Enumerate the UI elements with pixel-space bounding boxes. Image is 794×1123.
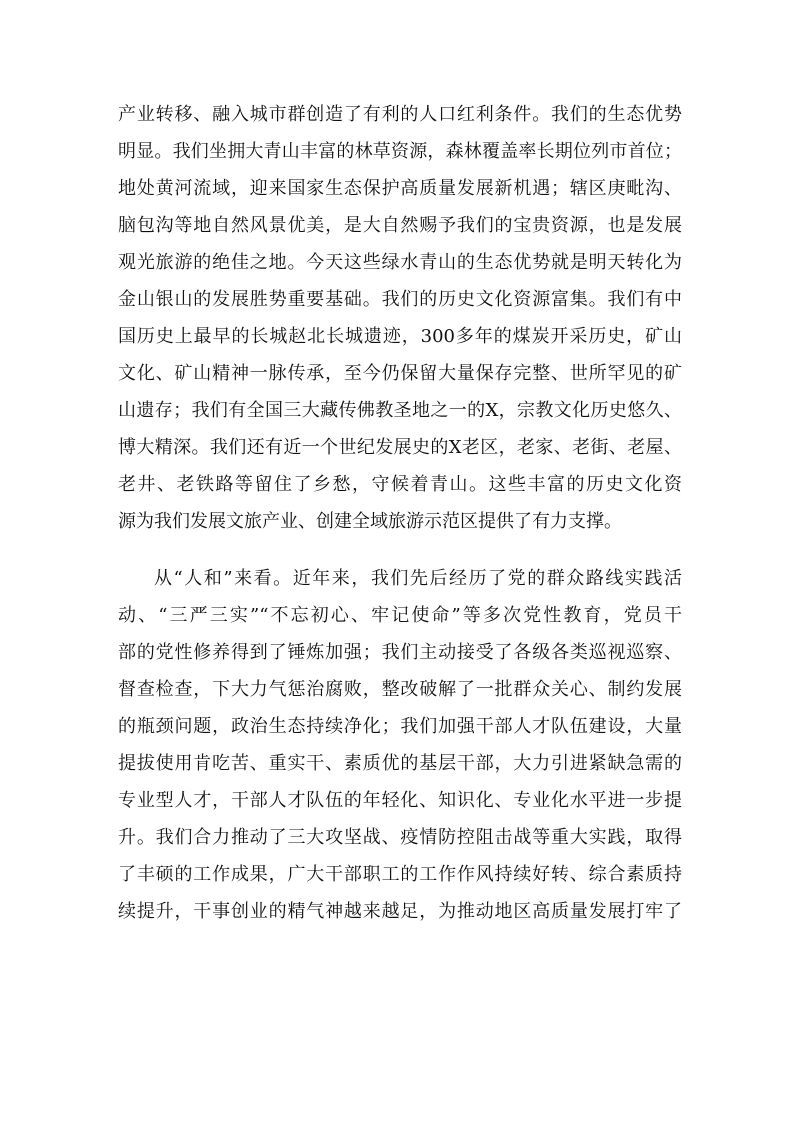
- text-line: 文化、矿山精神一脉传承，至今仍保留大量保存完整、世所罕见的矿: [118, 363, 682, 384]
- paragraph-renhe: [118, 560, 682, 930]
- text-line: 明显。我们坐拥大青山丰富的林草资源，森林覆盖率长期位列市首位；: [118, 141, 682, 162]
- text-line: 观光旅游的绝佳之地。今天这些绿水青山的生态优势就是明天转化为: [118, 252, 682, 273]
- text-line: 老井、老铁路等留住了乡愁，守候着青山。这些丰富的历史文化资: [118, 474, 682, 495]
- text-line: 产业转移、融入城市群创造了有利的人口红利条件。我们的生态优势: [118, 104, 682, 125]
- text-line: 山遗存；我们有全国三大藏传佛教圣地之一的X，宗教文化历史悠久、: [118, 400, 682, 421]
- text-line: 升。我们合力推动了三大攻坚战、疫情防控阻击战等重大实践，取得: [118, 827, 682, 848]
- paragraph-spacer: [118, 540, 682, 560]
- text-line: 续提升，干事创业的精气神越来越足，为推动地区高质量发展打牢了: [118, 901, 682, 922]
- text-line: 国历史上最早的长城赵北长城遗迹，300多年的煤炭开采历史，矿山: [118, 326, 682, 347]
- text-line: 博大精深。我们还有近一个世纪发展史的X老区，老家、老街、老屋、: [118, 437, 682, 458]
- document-page: [118, 96, 682, 930]
- text-line: 源为我们发展文旅产业、创建全域旅游示范区提供了有力支撑。: [118, 511, 622, 532]
- text-line: 脑包沟等地自然风景优美，是大自然赐予我们的宝贵资源，也是发展: [118, 215, 682, 236]
- text-line: 动、“三严三实”“不忘初心、牢记使命”等多次党性教育，党员干: [118, 605, 682, 626]
- text-line: 地处黄河流域，迎来国家生态保护高质量发展新机遇；辖区庚毗沟、: [118, 178, 682, 199]
- text-line: 部的党性修养得到了锤炼加强；我们主动接受了各级各类巡视巡察、: [118, 642, 682, 663]
- text-line: 提拔使用肯吃苦、重实干、素质优的基层干部，大力引进紧缺急需的: [118, 753, 682, 774]
- text-line: 督查检查，下大力气惩治腐败，整改破解了一批群众关心、制约发展: [118, 679, 682, 700]
- text-line: 的瓶颈问题，政治生态持续净化；我们加强干部人才队伍建设，大量: [118, 716, 682, 737]
- paragraph-resources: [118, 96, 682, 540]
- text-line: 了丰硕的工作成果，广大干部职工的工作作风持续好转、综合素质持: [118, 864, 682, 885]
- text-line: 从“人和”来看。近年来，我们先后经历了党的群众路线实践活: [154, 568, 682, 589]
- text-line: 专业型人才，干部人才队伍的年轻化、知识化、专业化水平进一步提: [118, 790, 682, 811]
- text-line: 金山银山的发展胜势重要基础。我们的历史文化资源富集。我们有中: [118, 289, 682, 310]
